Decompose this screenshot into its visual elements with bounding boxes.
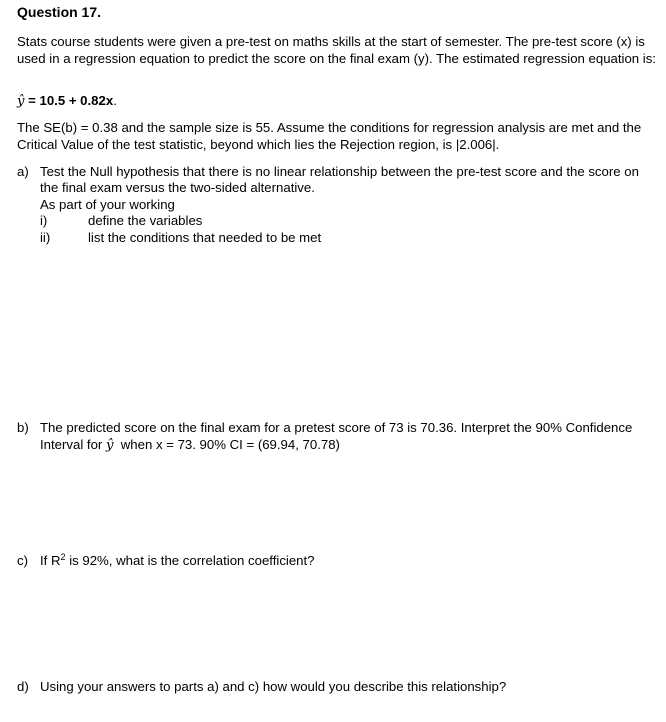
- part-c-text-pre: If R: [40, 553, 61, 568]
- part-c-superscript: 2: [60, 552, 66, 562]
- part-a-line3: As part of your working: [40, 197, 175, 212]
- part-a-line1: Test the Null hypothesis that there is no linear relationship between the pre-test score and the score on: [40, 164, 639, 179]
- y-hat-symbol: ŷ: [17, 94, 25, 109]
- part-b-line1: The predicted score on the final exam for a pretest score of 73 is 70.36. Interpret the 90% Confidence: [40, 420, 633, 435]
- part-a-letter: a): [17, 164, 29, 179]
- part-a-sub-ii-text: list the conditions that needed to be met: [88, 230, 322, 245]
- part-d-text: Using your answers to parts a) and c) how would you describe this relationship?: [40, 679, 507, 694]
- equation-period: .: [113, 93, 117, 108]
- part-a-sub-i-num: i): [40, 213, 48, 228]
- question-title: Question 17.: [17, 4, 102, 20]
- part-b-letter: b): [17, 420, 29, 435]
- part-d-letter: d): [17, 679, 29, 694]
- part-c-letter: c): [17, 553, 28, 568]
- part-b-line2-pre: Interval for: [40, 437, 106, 452]
- question-intro: Stats course students were given a pre-test on maths skills at the start of semester. The pre-test score (x) is used in a regression equation to predict the score on the final exam (y). The estimated regression equation is:: [17, 34, 656, 66]
- part-c-text: [40, 553, 315, 570]
- part-a-sub-i-text: define the variables: [88, 213, 203, 228]
- part-b-line2: [40, 437, 340, 455]
- equation-text: = 10.5 + 0.82x: [24, 93, 114, 108]
- part-a-sub-ii-num: ii): [40, 230, 51, 245]
- part-a-line2: the final exam versus the two-sided alternative.: [40, 180, 315, 195]
- part-b-line2-post: when x = 73. 90% CI = (69.94, 70.78): [113, 437, 340, 452]
- part-c-text-post: is 92%, what is the correlation coefficient?: [65, 553, 315, 568]
- y-hat-symbol: ŷ: [105, 438, 114, 453]
- se-paragraph: The SE(b) = 0.38 and the sample size is 55. Assume the conditions for regression analysis are met and the Critical Value of the test statistic, beyond which lies the Rejection region, is |2.006|.: [17, 120, 642, 152]
- regression-equation: [17, 93, 117, 111]
